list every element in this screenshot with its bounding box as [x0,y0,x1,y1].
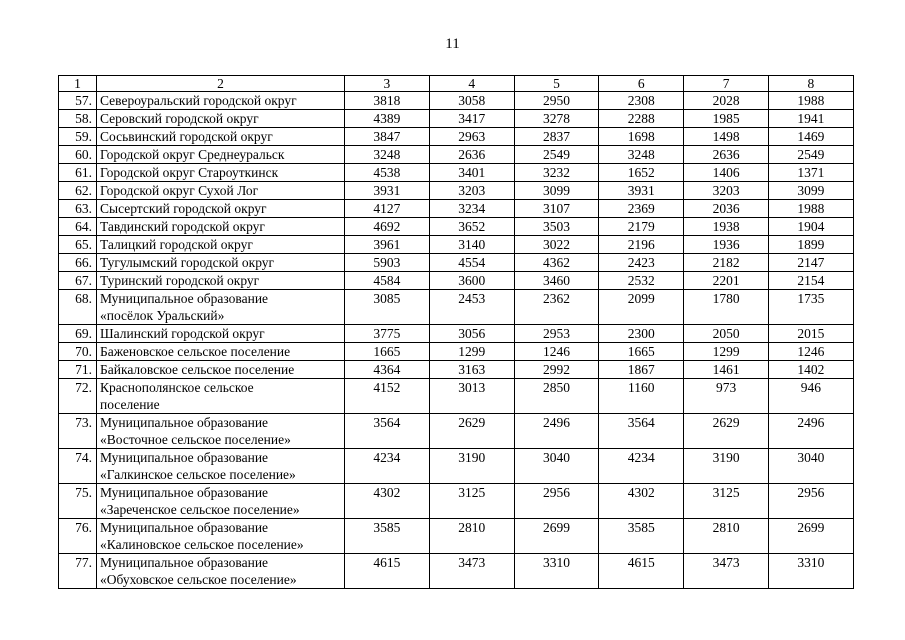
value-cell: 2699 [768,519,853,554]
value-cell: 2629 [429,414,514,449]
row-number: 73. [59,414,97,449]
value-cell: 3163 [429,361,514,379]
name-line: Баженовское сельское поселение [100,344,291,359]
value-cell: 1735 [768,290,853,325]
table-row [59,236,854,254]
value-cell: 3564 [599,414,684,449]
table-row [59,554,854,589]
value-cell: 4234 [345,449,430,484]
value-cell: 2629 [684,414,769,449]
value-cell: 1665 [599,343,684,361]
row-number: 62. [59,182,97,200]
value-cell: 3310 [768,554,853,589]
value-cell: 2699 [514,519,599,554]
value-cell: 4302 [345,484,430,519]
municipality-name [97,146,345,164]
value-cell: 2963 [429,128,514,146]
municipality-name [97,236,345,254]
value-cell: 3460 [514,272,599,290]
value-cell: 2950 [514,92,599,110]
row-number: 71. [59,361,97,379]
table-row [59,182,854,200]
name-line: Талицкий городской округ [100,237,253,252]
name-line: Североуральский городской округ [100,93,297,108]
value-cell: 2810 [684,519,769,554]
name-line: «посёлок Уральский» [100,308,225,323]
table-row [59,218,854,236]
municipality-name [97,128,345,146]
value-cell: 1160 [599,379,684,414]
name-line: Тугулымский городской округ [100,255,275,270]
value-cell: 4152 [345,379,430,414]
value-cell: 4615 [345,554,430,589]
value-cell: 2496 [514,414,599,449]
row-number: 61. [59,164,97,182]
value-cell: 5903 [345,254,430,272]
value-cell: 3818 [345,92,430,110]
value-cell: 2362 [514,290,599,325]
row-number: 67. [59,272,97,290]
table-row [59,128,854,146]
name-line: «Галкинское сельское поселение» [100,467,296,482]
name-line: Муниципальное образование [100,291,269,306]
table-row [59,200,854,218]
value-cell: 1988 [768,92,853,110]
row-number: 74. [59,449,97,484]
value-cell: 3473 [429,554,514,589]
value-cell: 3234 [429,200,514,218]
value-cell: 1988 [768,200,853,218]
value-cell: 3125 [684,484,769,519]
header-cell: 8 [768,76,853,92]
municipality-name [97,449,345,484]
value-cell: 2496 [768,414,853,449]
row-number: 64. [59,218,97,236]
value-cell: 1904 [768,218,853,236]
value-cell: 4362 [514,254,599,272]
value-cell: 2636 [429,146,514,164]
municipality-name [97,272,345,290]
municipality-name [97,254,345,272]
value-cell: 3099 [768,182,853,200]
table-row [59,92,854,110]
value-cell: 2288 [599,110,684,128]
value-cell: 2549 [768,146,853,164]
name-line: Серовский городской округ [100,111,259,126]
row-number: 69. [59,325,97,343]
value-cell: 4615 [599,554,684,589]
value-cell: 4389 [345,110,430,128]
value-cell: 3022 [514,236,599,254]
value-cell: 2837 [514,128,599,146]
value-cell: 1938 [684,218,769,236]
value-cell: 2028 [684,92,769,110]
row-number: 68. [59,290,97,325]
value-cell: 3775 [345,325,430,343]
value-cell: 3585 [345,519,430,554]
value-cell: 1899 [768,236,853,254]
header-cell: 7 [684,76,769,92]
value-cell: 1498 [684,128,769,146]
value-cell: 2850 [514,379,599,414]
value-cell: 2810 [429,519,514,554]
table-row [59,272,854,290]
value-cell: 2532 [599,272,684,290]
municipality-name [97,290,345,325]
value-cell: 4364 [345,361,430,379]
row-number: 72. [59,379,97,414]
value-cell: 1246 [768,343,853,361]
value-cell: 1936 [684,236,769,254]
value-cell: 1652 [599,164,684,182]
value-cell: 1698 [599,128,684,146]
municipality-name [97,325,345,343]
value-cell: 3564 [345,414,430,449]
name-line: Муниципальное образование [100,520,269,535]
row-number: 65. [59,236,97,254]
value-cell: 2182 [684,254,769,272]
value-cell: 1867 [599,361,684,379]
header-cell: 5 [514,76,599,92]
value-cell: 3931 [599,182,684,200]
value-cell: 2423 [599,254,684,272]
value-cell: 3401 [429,164,514,182]
value-cell: 3310 [514,554,599,589]
table-row [59,254,854,272]
row-number: 59. [59,128,97,146]
value-cell: 2099 [599,290,684,325]
value-cell: 1299 [684,343,769,361]
value-cell: 3085 [345,290,430,325]
value-cell: 2953 [514,325,599,343]
value-cell: 946 [768,379,853,414]
table-row [59,290,854,325]
value-cell: 2300 [599,325,684,343]
value-cell: 3040 [514,449,599,484]
name-line: поселение [100,397,160,412]
header-cell: 4 [429,76,514,92]
value-cell: 4234 [599,449,684,484]
header-cell: 3 [345,76,430,92]
value-cell: 4554 [429,254,514,272]
table-row [59,379,854,414]
value-cell: 1941 [768,110,853,128]
value-cell: 1371 [768,164,853,182]
value-cell: 2015 [768,325,853,343]
value-cell: 2956 [514,484,599,519]
row-number: 57. [59,92,97,110]
value-cell: 3099 [514,182,599,200]
name-line: «Калиновское сельское поселение» [100,537,304,552]
name-line: Тавдинский городской округ [100,219,265,234]
value-cell: 3503 [514,218,599,236]
name-line: Муниципальное образование [100,450,269,465]
value-cell: 2992 [514,361,599,379]
value-cell: 1406 [684,164,769,182]
value-cell: 3847 [345,128,430,146]
name-line: «Обуховское сельское поселение» [100,572,297,587]
municipality-name [97,519,345,554]
value-cell: 4302 [599,484,684,519]
value-cell: 3203 [429,182,514,200]
name-line: Муниципальное образование [100,415,269,430]
value-cell: 3600 [429,272,514,290]
value-cell: 1469 [768,128,853,146]
page-number: 11 [445,36,460,52]
name-line: Краснополянское сельское [100,380,254,395]
table-row [59,164,854,182]
name-line: Муниципальное образование [100,485,269,500]
table-row [59,519,854,554]
value-cell: 2369 [599,200,684,218]
municipality-name [97,361,345,379]
row-number: 60. [59,146,97,164]
value-cell: 3056 [429,325,514,343]
name-line: Городской округ Среднеуральск [100,147,285,162]
table-row [59,343,854,361]
value-cell: 3417 [429,110,514,128]
name-line: Сысертский городской округ [100,201,267,216]
value-cell: 3190 [429,449,514,484]
table-row [59,361,854,379]
header-cell: 2 [97,76,345,92]
header-row [59,76,854,92]
name-line: Муниципальное образование [100,555,269,570]
name-line: Сосьвинский городской округ [100,129,273,144]
value-cell: 3278 [514,110,599,128]
name-line: «Зареченское сельское поселение» [100,502,300,517]
table-row [59,414,854,449]
value-cell: 1402 [768,361,853,379]
name-line: Городской округ Сухой Лог [100,183,259,198]
value-cell: 3248 [599,146,684,164]
municipality-name [97,110,345,128]
value-cell: 973 [684,379,769,414]
value-cell: 3961 [345,236,430,254]
row-number: 66. [59,254,97,272]
table-row [59,146,854,164]
header-cell: 6 [599,76,684,92]
value-cell: 3585 [599,519,684,554]
value-cell: 3125 [429,484,514,519]
value-cell: 2956 [768,484,853,519]
value-cell: 2036 [684,200,769,218]
value-cell: 2196 [599,236,684,254]
municipality-name [97,554,345,589]
value-cell: 2549 [514,146,599,164]
table-row [59,449,854,484]
municipality-name [97,484,345,519]
value-cell: 3652 [429,218,514,236]
municipality-name [97,164,345,182]
municipality-name [97,200,345,218]
municipality-name [97,379,345,414]
value-cell: 3140 [429,236,514,254]
value-cell: 1299 [429,343,514,361]
name-line: «Восточное сельское поселение» [100,432,291,447]
value-cell: 4584 [345,272,430,290]
row-number: 63. [59,200,97,218]
value-cell: 2147 [768,254,853,272]
value-cell: 1665 [345,343,430,361]
value-cell: 1246 [514,343,599,361]
value-cell: 3058 [429,92,514,110]
table-row [59,325,854,343]
value-cell: 3248 [345,146,430,164]
row-number: 75. [59,484,97,519]
value-cell: 4692 [345,218,430,236]
name-line: Туринский городской округ [100,273,260,288]
row-number: 58. [59,110,97,128]
value-cell: 1461 [684,361,769,379]
value-cell: 2308 [599,92,684,110]
value-cell: 4127 [345,200,430,218]
row-number: 76. [59,519,97,554]
value-cell: 3013 [429,379,514,414]
value-cell: 2154 [768,272,853,290]
value-cell: 3203 [684,182,769,200]
value-cell: 3473 [684,554,769,589]
row-number: 77. [59,554,97,589]
table-row [59,110,854,128]
municipality-name [97,92,345,110]
name-line: Байкаловское сельское поселение [100,362,295,377]
municipality-name [97,182,345,200]
name-line: Шалинский городской округ [100,326,265,341]
value-cell: 3232 [514,164,599,182]
value-cell: 2201 [684,272,769,290]
municipality-name [97,218,345,236]
name-line: Городской округ Староуткинск [100,165,279,180]
value-cell: 1780 [684,290,769,325]
value-cell: 2453 [429,290,514,325]
value-cell: 3931 [345,182,430,200]
value-cell: 1985 [684,110,769,128]
value-cell: 2050 [684,325,769,343]
header-cell: 1 [59,76,97,92]
value-cell: 4538 [345,164,430,182]
data-table [58,75,854,589]
municipality-name [97,343,345,361]
municipality-name [97,414,345,449]
value-cell: 2636 [684,146,769,164]
value-cell: 2179 [599,218,684,236]
table-row [59,484,854,519]
value-cell: 3107 [514,200,599,218]
value-cell: 3040 [768,449,853,484]
value-cell: 3190 [684,449,769,484]
row-number: 70. [59,343,97,361]
